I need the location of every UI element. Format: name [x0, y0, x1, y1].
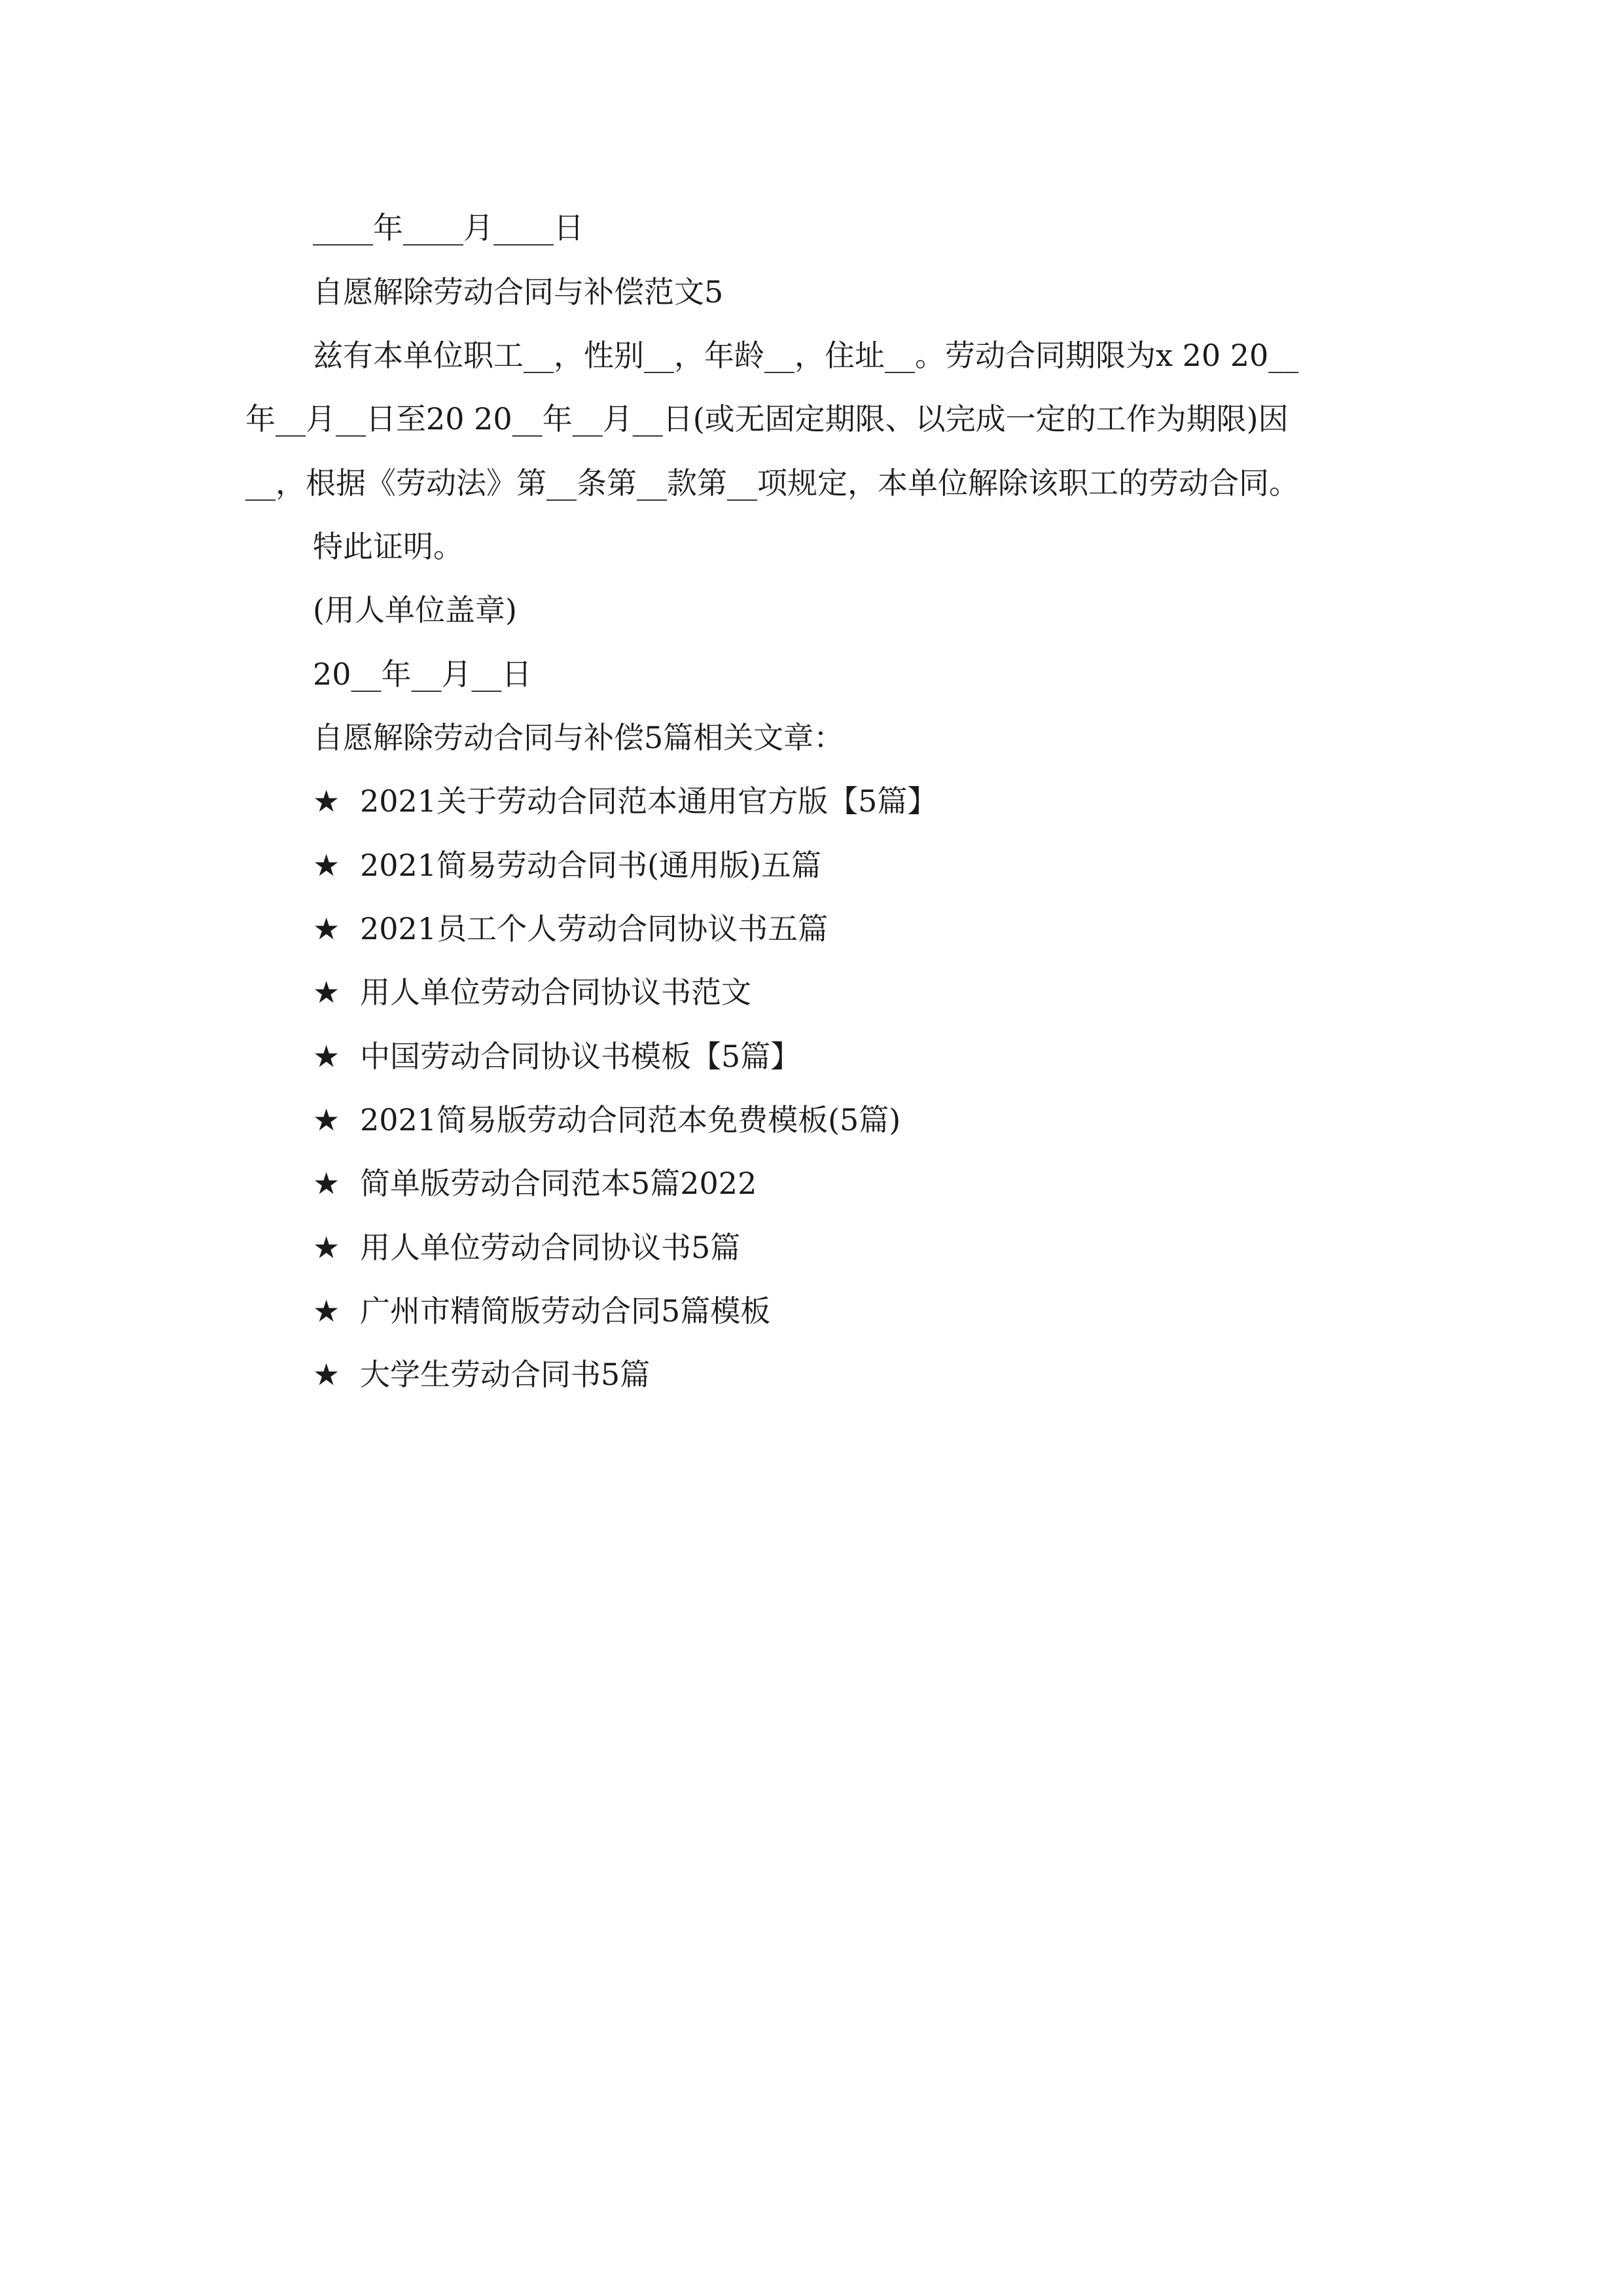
star-icon: ★ — [313, 911, 340, 946]
star-icon: ★ — [313, 975, 340, 1010]
related-article-link[interactable]: 简单版劳动合同范本5篇2022 — [360, 1166, 757, 1201]
related-article-item[interactable] — [313, 1228, 740, 1267]
related-article-item[interactable] — [313, 1291, 770, 1331]
related-article-link[interactable]: 2021关于劳动合同范本通用官方版【5篇】 — [360, 783, 938, 819]
related-article-link[interactable]: 中国劳动合同协议书模板【5篇】 — [360, 1039, 801, 1074]
closing-text: 特此证明。 — [313, 529, 463, 564]
body-line-1: 兹有本单位职工__，性别__，年龄__，住址__。劳动合同期限为x 20 20__ — [313, 338, 1299, 373]
star-icon: ★ — [313, 848, 340, 883]
related-article-link[interactable]: 大学生劳动合同书5篇 — [360, 1357, 651, 1392]
related-article-item[interactable] — [313, 781, 937, 821]
related-article-item[interactable] — [313, 846, 821, 885]
related-article-item[interactable] — [313, 1037, 800, 1076]
related-heading: 自愿解除劳动合同与补偿5篇相关文章： — [313, 720, 844, 755]
star-icon: ★ — [313, 1102, 340, 1138]
star-icon: ★ — [313, 1293, 340, 1329]
related-article-item[interactable] — [313, 1355, 650, 1394]
related-article-link[interactable]: 2021简易版劳动合同范本免费模板(5篇) — [360, 1102, 901, 1138]
related-article-item[interactable] — [313, 909, 828, 948]
related-article-link[interactable]: 用人单位劳动合同协议书5篇 — [360, 1230, 741, 1265]
date-line: 20__年__月__日 — [313, 656, 532, 692]
star-icon: ★ — [313, 1039, 340, 1074]
seal-text: (用人单位盖章) — [313, 592, 517, 628]
related-article-item[interactable] — [313, 1164, 757, 1203]
star-icon: ★ — [313, 783, 340, 819]
body-line-3: __，根据《劳动法》第__条第__款第__项规定，本单位解除该职工的劳动合同。 — [245, 465, 1299, 501]
related-article-item[interactable] — [313, 1100, 901, 1139]
star-icon: ★ — [313, 1166, 340, 1201]
body-line-2: 年__月__日至20 20__年__月__日(或无固定期限、以完成一定的工作为期限)因 — [245, 401, 1289, 437]
date-line-blank: ____年____月____日 — [313, 210, 584, 245]
related-article-link[interactable]: 用人单位劳动合同协议书范文 — [360, 975, 751, 1010]
section-title: 自愿解除劳动合同与补偿范文5 — [313, 274, 724, 310]
related-article-link[interactable]: 广州市精简版劳动合同5篇模板 — [360, 1293, 771, 1329]
related-article-link[interactable]: 2021简易劳动合同书(通用版)五篇 — [360, 848, 821, 883]
related-article-link[interactable]: 2021员工个人劳动合同协议书五篇 — [360, 911, 829, 946]
star-icon: ★ — [313, 1230, 340, 1265]
star-icon: ★ — [313, 1357, 340, 1392]
related-article-item[interactable] — [313, 973, 751, 1012]
